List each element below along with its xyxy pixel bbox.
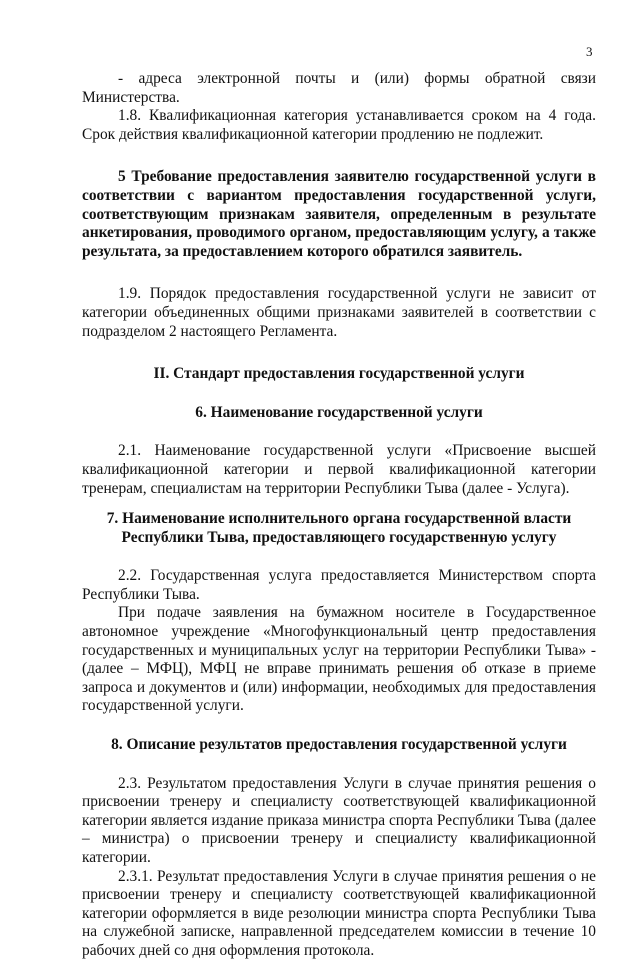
paragraph-1-8: 1.8. Квалификационная категория устанавливается сроком на 4 года. Срок действия квалификационной категории продлению не подлежит. xyxy=(82,107,596,143)
paragraph-mfc: При подаче заявления на бумажном носителе в Государственное автономное учреждение «Многофункциональный центр предоставления государственных и муниципальных услуг на территории Республики Тыва» - (далее – МФЦ), МФЦ не вправе принимать решения об отказе в приеме запроса и документов и (или) информации, необходимых для предоставления государственной услуги. xyxy=(82,604,596,715)
page-number: 3 xyxy=(586,44,593,59)
heading-part-2: II. Стандарт предоставления государственной услуги xyxy=(153,365,525,383)
paragraph-2-3: 2.3. Результатом предоставления Услуги в случае принятия решения о присвоении тренеру и специалисту соответствующей квалификационной категории является издание приказа министра спорта Республики Тыва (далее – министра) о присвоении тренеру и специалисту квалификационной категории. xyxy=(82,774,596,866)
document-body xyxy=(82,70,596,961)
heading-section-7: 7. Наименование исполнительного органа государственной власти Республики Тыва, предоставляющего государственную услугу xyxy=(106,510,572,546)
paragraph-1-9: 1.9. Порядок предоставления государственной услуги не зависит от категории объединенных общими признаками заявителей в соответствии с подразделом 2 настоящего Регламента. xyxy=(82,285,596,340)
paragraph-email-forms: - адреса электронной почты и (или) формы обратной связи Министерства. xyxy=(82,70,596,106)
paragraph-2-2: 2.2. Государственная услуга предоставляется Министерством спорта Республики Тыва. xyxy=(82,567,596,603)
paragraph-2-3-1: 2.3.1. Результат предоставления Услуги в случае принятия решения о не присвоении тренеру и специалисту соответствующей квалификационной категории оформляется в виде резолюции министра спорта Республики Тыва на служебной записке, направленной председателем комиссии в течение 10 рабочих дней со дня оформления протокола. xyxy=(82,867,596,959)
paragraph-2-1: 2.1. Наименование государственной услуги «Присвоение высшей квалификационной категории и первой квалификационной категории тренерам, специалистам на территории Республики Тыва (далее - Услуга). xyxy=(82,442,596,497)
heading-section-8: 8. Описание результатов предоставления государственной услуги xyxy=(111,736,567,754)
heading-section-5: 5 Требование предоставления заявителю государственной услуги в соответствии с вариантом предоставления государственной услуги, соответствующим признакам заявителя, определенным в результате анкетирования, проводимого органом, предоставляющим услугу, а также результата, за предоставлением которого обратился заявитель. xyxy=(82,168,596,260)
heading-section-6: 6. Наименование государственной услуги xyxy=(195,403,483,421)
